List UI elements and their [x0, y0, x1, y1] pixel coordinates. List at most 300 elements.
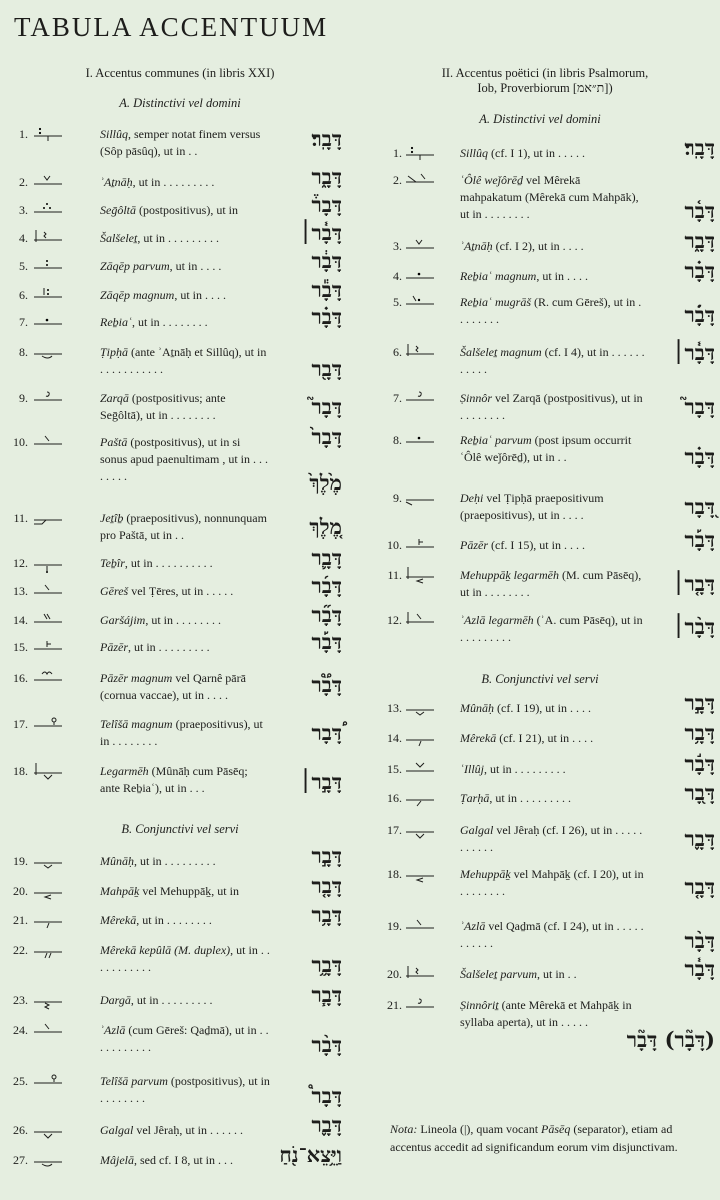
accent-mark-icon [404, 918, 438, 936]
accent-mark-icon [32, 942, 66, 960]
entry-description [100, 853, 270, 870]
accent-entry [0, 1073, 350, 1108]
accent-entry [0, 629, 350, 659]
accent-mark-icon [404, 822, 438, 840]
accent-description-rest: (post ipsum occurrit ʿÔlê weǰôrēḏ), ut in . . [460, 433, 632, 464]
accent-mark-icon [404, 790, 438, 808]
entry-number: 17. [13, 717, 28, 731]
hebrew-example: דָּבָר֙ [311, 424, 342, 449]
entry-number: 7. [19, 315, 28, 329]
section-title-line-2: Iob, Proverbiorum [ת״אמ]) [477, 81, 613, 95]
accent-description-rest: , ut in . . . . . . . . . [128, 640, 210, 654]
accent-entry [0, 1142, 350, 1172]
accent-entry [0, 510, 350, 542]
accent-description-rest: , ut in . . . . . . . . . [484, 762, 566, 776]
hebrew-example: דָּבָ֥ר [311, 902, 342, 927]
accent-name: ʾAzlā [100, 1023, 126, 1037]
entry-number: 2. [19, 175, 28, 189]
entry-number: 22. [13, 943, 28, 957]
hebrew-example: דָּבָר֮ [311, 394, 342, 419]
accent-mark-icon [32, 344, 66, 362]
hebrew-example: דָּבָר֒ [311, 192, 342, 217]
entry-number: 20. [387, 967, 402, 981]
accent-description-rest: (postpositivus), ut in si sonus apud paenultimam , ut in . . . . . . . . [100, 435, 268, 483]
accent-name: Šalšeleṯ parvum [460, 967, 537, 981]
entry-description [100, 174, 270, 191]
accent-entry [360, 294, 720, 327]
hebrew-example: דָּבָ֨ר [684, 928, 715, 953]
accent-entry [0, 573, 350, 603]
entry-description [460, 966, 645, 983]
accent-description-rest: , ut in . . . . . . . . . . . [100, 943, 270, 974]
accent-mark-icon [404, 612, 438, 630]
entry-number: 1. [393, 146, 402, 160]
entry-number: 12. [387, 613, 402, 627]
accent-entry [0, 763, 350, 795]
accent-mark-icon [32, 1073, 66, 1091]
accent-name: Paštā [100, 435, 128, 449]
entry-description [460, 997, 645, 1031]
entry-number: 26. [13, 1123, 28, 1137]
accent-mark-icon [32, 883, 66, 901]
accent-description-rest: vel Ṭēres, ut in . . . . . [128, 584, 234, 598]
hebrew-example: דָּבָ֟ר [311, 672, 342, 697]
accent-mark-icon [32, 510, 66, 528]
entry-description [100, 942, 270, 976]
entry-number: 5. [393, 295, 402, 309]
accent-mark-icon [32, 583, 66, 601]
accent-entry [360, 390, 720, 422]
hebrew-example: דָּבָ֡ר [311, 629, 342, 654]
accent-entry [0, 1022, 350, 1057]
accent-description-rest: vel Qaḏmā (cf. I 24), ut in . . . . . . . . . . . [460, 919, 644, 950]
accent-mark-icon [32, 434, 66, 452]
accent-name: Mûnāḥ [460, 701, 494, 715]
accent-entry [0, 545, 350, 575]
entry-description [460, 822, 645, 856]
entry-description [460, 700, 645, 717]
entry-number: 9. [19, 391, 28, 405]
entry-number: 3. [393, 239, 402, 253]
entry-number: 10. [13, 435, 28, 449]
hebrew-example: דָּבָ֪ר [311, 1112, 342, 1137]
hebrew-example-secondary: מֶ֙לֶךְ֙ [309, 470, 342, 495]
hebrew-example: דָּבָ֞ר [311, 602, 342, 627]
entry-description [460, 918, 645, 952]
entry-description [100, 230, 270, 247]
accent-mark-icon [32, 174, 66, 192]
entry-number: 6. [19, 288, 28, 302]
entry-description [100, 390, 270, 424]
accent-mark-icon [32, 314, 66, 332]
accent-name: Gēreš [100, 584, 129, 598]
entry-description [100, 883, 270, 900]
accent-entry [0, 344, 350, 381]
accent-entry [360, 258, 720, 288]
accent-description-rest: , ut in . . . . [536, 269, 588, 283]
hebrew-example: דָּבָ֓ר׀ [299, 220, 342, 245]
accent-name: Sillûq [460, 146, 489, 160]
subsection-b-title: B. Conjunctivi vel servi [121, 822, 239, 836]
entry-number: 10. [387, 538, 402, 552]
accent-description-rest: (Mûnāḥ cum Pāsēq; ante Reḇiaʿ), ut in . . . [100, 764, 248, 795]
accent-description-rest: , ut in . . . . . . . . [136, 913, 212, 927]
accent-entry [0, 248, 350, 278]
accent-description-rest: , ut in . . . . . . . . . [132, 175, 215, 189]
hebrew-example: דָּבָ֬ר [684, 751, 715, 776]
section-title: I. Accentus communes (in libris XXI) [85, 66, 275, 80]
entry-description [460, 172, 645, 223]
entry-number: 19. [387, 919, 402, 933]
entry-number: 1. [19, 127, 28, 141]
hebrew-example: דָּבָ֓ר [684, 956, 715, 981]
entry-description [100, 258, 270, 275]
hebrew-example: דָּבָ֛ר [311, 545, 342, 570]
section-title-line-1: II. Accentus poëtici (in libris Psalmorum, [441, 66, 649, 80]
accent-entry [0, 192, 350, 222]
hebrew-example: ֭דָּבָר [684, 494, 715, 519]
accent-name: Telîšā parvum [100, 1074, 168, 1088]
accent-description-rest: vel Jêraḥ, ut in . . . . . . [133, 1123, 243, 1137]
accent-mark-icon [32, 555, 66, 573]
entry-description [460, 537, 645, 554]
entry-number: 18. [387, 867, 402, 881]
entry-description [100, 202, 270, 219]
accent-description-rest: (cf. I 19), ut in . . . . [494, 701, 591, 715]
hebrew-example: דָּבָ֣ר׀ [299, 769, 342, 794]
accent-description-rest: , ut in . . . . . . . . [145, 613, 222, 627]
entry-number: 11. [387, 568, 402, 582]
hebrew-example: דָּבָ֤ר [311, 873, 342, 898]
accent-mark-icon [32, 992, 66, 1010]
entry-description [100, 126, 270, 160]
entry-number: 6. [393, 345, 402, 359]
entry-number: 11. [13, 511, 28, 525]
accent-description-rest: , ut in . . . . . . . . . [134, 854, 216, 868]
entry-number: 21. [387, 998, 402, 1012]
accent-description-rest: (cum Gēreš: Qaḏmā), ut in . . . . . . . . . . . [100, 1023, 269, 1054]
entry-number: 15. [387, 762, 402, 776]
accent-description-rest: vel Zarqā (postpositivus), ut in . . . . . . . . [460, 391, 643, 422]
accent-entry [360, 997, 720, 1052]
accent-mark-icon [404, 700, 438, 718]
accent-name: Mûnāḥ [100, 854, 134, 868]
accent-entry [0, 277, 350, 307]
hebrew-example: דָּבָ֗ר [311, 304, 342, 329]
accent-entry [0, 670, 350, 702]
accent-name: Šalšeleṯ magnum [460, 345, 542, 359]
accent-mark-icon [32, 853, 66, 871]
accent-name: Šalšeleṯ [100, 231, 138, 245]
accent-entry [360, 172, 720, 223]
accent-entry [360, 527, 720, 557]
entry-number: 17. [387, 823, 402, 837]
accent-name: Telîšā magnum [100, 717, 173, 731]
accent-mark-icon [32, 287, 66, 305]
accent-mark-icon [32, 258, 66, 276]
accent-name: Mêrekā [460, 731, 497, 745]
accent-entry [360, 340, 720, 376]
hebrew-example: דָּבָ֓ר׀ [672, 340, 715, 365]
subsection-a-title: A. Distinctivi vel domini [119, 96, 241, 110]
accent-description-rest: (cf. I 21), ut in . . . . [496, 731, 594, 745]
entry-description [100, 287, 270, 304]
accent-description-rest: , ut in . . . . . . . . . [489, 791, 572, 805]
nota-paragraph [390, 1120, 710, 1156]
hebrew-example: דָּבָ֨ר׀ [672, 614, 715, 639]
accent-description-rest: (cf. I 4), ut in . . . . . . . . . . . [460, 345, 645, 376]
accent-name: Zarqā [100, 391, 129, 405]
accent-description-rest: vel Qarnê pārā (cornua vaccae), ut in . . . . [100, 671, 246, 702]
nota-label: Nota: [390, 1122, 418, 1136]
hebrew-example: דָּבָ֣ר [311, 843, 342, 868]
hebrew-example: דָּבָ֦ר [311, 952, 342, 977]
accent-description-rest: , sed cf. I 8, ut in . . . [134, 1153, 233, 1167]
accent-mark-icon [32, 670, 66, 688]
hebrew-example: דָּבָ֕ר [311, 277, 342, 302]
accent-entry [360, 720, 720, 750]
accent-description-rest: vel Mehuppāḵ, ut in [139, 884, 239, 898]
accent-description-rest: vel Mêrekā mahpakatum (Mêrekā cum Mahpāk), ut in . . . . . . . . [460, 173, 639, 221]
entry-number: 24. [13, 1023, 28, 1037]
entry-number: 14. [13, 613, 28, 627]
accent-name: ʾAṯnāḥ [100, 175, 133, 189]
hebrew-example: דָּבָֽר׃ [684, 135, 715, 160]
accent-name: ʾAzlā legarmēh [460, 613, 534, 627]
accent-description-rest: (praepositivus), nonnunquam pro Paštā, ut in . . [100, 511, 267, 542]
hebrew-example: דָּבָ֧ר [311, 982, 342, 1007]
accent-mark-icon [404, 966, 438, 984]
accent-name: Deḥi [460, 491, 484, 505]
entry-number: 19. [13, 854, 28, 868]
accent-name: Reḇiaʿ mugrāš [460, 295, 531, 309]
accent-mark-icon [404, 997, 438, 1015]
accent-description-rest: , ut in . . . . . . . . . [130, 993, 213, 1007]
accent-entry [0, 220, 350, 250]
accent-description-rest: , ut in . . . . . . . . [132, 315, 208, 329]
accent-name: ʾAṯnāḥ [460, 239, 493, 253]
entry-description [460, 432, 645, 466]
hebrew-example: דָּבָ֡ר [684, 527, 715, 552]
accent-entry [360, 918, 720, 953]
entry-description [100, 1152, 270, 1169]
accent-entry [0, 164, 350, 194]
accent-name: Reḇiaʿ parvum [460, 433, 532, 447]
hebrew-example: דָּבָ֤ר׀ [672, 571, 715, 596]
accent-mark-icon [32, 230, 66, 248]
entry-description [100, 510, 270, 544]
accent-name: Pāzēr magnum [100, 671, 173, 685]
hebrew-example: דָּבָ֤ר [684, 874, 715, 899]
accent-mark-icon [404, 390, 438, 408]
hebrew-example: דָּבָֽר׃ [311, 126, 342, 151]
accent-name: Seḡôltā [100, 203, 136, 217]
accent-mark-icon [404, 268, 438, 286]
entry-description [460, 268, 645, 285]
accent-description-rest: vel Mahpāḵ (cf. I 20), ut in . . . . . . . . [460, 867, 644, 898]
accent-description-rest: (cf. I 15), ut in . . . . [488, 538, 585, 552]
accent-entry [360, 822, 720, 854]
hebrew-example: מֶ֚לֶךְ [309, 514, 342, 539]
hebrew-example: דָּבָ֔ר [311, 248, 342, 273]
nota-paseq: Pāsēq [541, 1122, 571, 1136]
accent-mark-icon [404, 537, 438, 555]
accent-mark-icon [404, 294, 438, 312]
nota-text-2: (separator), etiam ad accentus accedit ad significandum eorum vim disjunctivam. [390, 1122, 678, 1154]
accent-mark-icon [404, 866, 438, 884]
accent-name: Mêrekā kepûlā (M. duplex) [100, 943, 231, 957]
hebrew-example: דָּבָ֜ר [311, 573, 342, 598]
accent-entry [360, 751, 720, 781]
subsection-a-title: A. Distinctivi vel domini [479, 112, 601, 126]
accent-description-rest: , semper notat finem versus (Sôp pāsûq), ut in . . [100, 127, 261, 158]
accent-name: Teḇîr [100, 556, 125, 570]
entry-description [100, 1073, 270, 1107]
accent-description-rest: (M. cum Pāsēq), ut in . . . . . . . . [460, 568, 642, 599]
accent-description-rest: (ʾA. cum Pāsēq), ut in . . . . . . . . . [460, 613, 643, 644]
accent-mark-icon [32, 639, 66, 657]
entry-number: 3. [19, 203, 28, 217]
entry-description [100, 763, 270, 797]
accent-entry [0, 424, 350, 495]
accent-mark-icon [404, 344, 438, 362]
accent-entry [360, 956, 720, 986]
accent-entry [0, 602, 350, 632]
entry-number: 27. [13, 1153, 28, 1167]
entry-number: 4. [393, 269, 402, 283]
accent-name: ʾAzlā [460, 919, 486, 933]
entry-description [100, 639, 270, 656]
entry-description [460, 490, 645, 524]
hebrew-example: דָּבָר֮ [684, 394, 715, 419]
accent-entry [360, 780, 720, 810]
entry-description [460, 294, 645, 328]
entry-description [100, 434, 270, 485]
entry-number: 23. [13, 993, 28, 1007]
accent-entry [360, 432, 720, 469]
entry-number: 4. [19, 231, 28, 245]
entry-number: 8. [19, 345, 28, 359]
accent-mark-icon [32, 612, 66, 630]
entry-number: 20. [13, 884, 28, 898]
entry-description [460, 238, 645, 255]
accent-mark-icon [404, 172, 438, 190]
entry-description [100, 670, 270, 704]
hebrew-example: דָּבָ֗ר [684, 258, 715, 283]
accent-description-rest: (cf. I 2), ut in . . . . [492, 239, 584, 253]
accent-description-rest: (ante ʾAṯnāḥ et Sillûq), ut in . . . . . . . . . . . [100, 345, 267, 376]
accent-entry [0, 843, 350, 873]
entry-number: 7. [393, 391, 402, 405]
entry-number: 16. [387, 791, 402, 805]
accent-name: Mâjelā [100, 1153, 134, 1167]
hebrew-example: דָּבָ֫ר [684, 198, 715, 223]
accent-description-rest: (R. cum Gēreš), ut in . . . . . . . . [460, 295, 642, 326]
accent-mark-icon [404, 432, 438, 450]
accent-description-rest: vel Ṭipḥā praepositivum (praepositivus), ut in . . . . [460, 491, 604, 522]
entry-description [100, 992, 270, 1009]
accent-description-rest: (postpositivus; ante Seḡôltā), ut in . . . . . . . . [100, 391, 226, 422]
entry-description [460, 145, 645, 162]
entry-description [460, 761, 645, 778]
entry-number: 16. [13, 671, 28, 685]
entry-description [460, 790, 645, 807]
accent-entry [360, 490, 720, 522]
entry-description [100, 912, 270, 929]
accent-mark-icon [404, 761, 438, 779]
accent-entry [0, 873, 350, 903]
hebrew-example: דָּבָ֑ר [311, 164, 342, 189]
accent-name: Legarmēh [100, 764, 149, 778]
accent-name: Ṣinnôr [460, 391, 493, 405]
hebrew-example: ֠דָּבָר [311, 720, 342, 745]
entry-number: 8. [393, 433, 402, 447]
entry-number: 15. [13, 640, 28, 654]
accent-mark-icon [32, 912, 66, 930]
accent-name: Sillûq [100, 127, 129, 141]
entry-description [100, 314, 270, 331]
hebrew-example: דָּבָ֖ר [311, 356, 342, 381]
accent-mark-icon [32, 1122, 66, 1140]
entry-description [100, 1122, 270, 1139]
nota-text-1: Lineola (|), quam vocant [417, 1122, 542, 1136]
accent-name: Garšájim [100, 613, 146, 627]
entry-description [100, 583, 270, 600]
accent-entry [360, 690, 720, 720]
accent-name: Ṣinnôriṯ [460, 998, 499, 1012]
entry-number: 14. [387, 731, 402, 745]
accent-name: Mahpāḵ [100, 884, 140, 898]
accent-description-rest: (ante Mêrekā et Mahpāḵ in syllaba aperta), ut in . . . . . [460, 998, 632, 1029]
accent-description-rest: (praepositivus), ut in . . . . . . . . [100, 717, 263, 748]
entry-number: 13. [387, 701, 402, 715]
accent-name: Galgal [460, 823, 494, 837]
accent-name: Galgal [100, 1123, 134, 1137]
entry-number: 21. [13, 913, 28, 927]
accent-name: Pāzēr [460, 538, 488, 552]
accent-description-rest: , ut in . . . . [174, 288, 227, 302]
accent-name: Ṭarḥā [460, 791, 490, 805]
entry-description [100, 612, 270, 629]
entry-description [460, 612, 645, 646]
accent-mark-icon [32, 716, 66, 734]
entry-number: 12. [13, 556, 28, 570]
accent-name: Mehuppāḵ [460, 867, 511, 881]
accent-entry [360, 135, 720, 165]
entry-description [100, 1022, 270, 1056]
page-title: TABULA ACCENTUUM [14, 12, 329, 42]
hebrew-example: דָּבָ֑ר [684, 228, 715, 253]
accent-name: Ṭipḥā [100, 345, 129, 359]
accent-mark-icon [404, 145, 438, 163]
entry-description [100, 555, 270, 572]
accent-name: Mêrekā [100, 913, 137, 927]
subsection-b-title: B. Conjunctivi vel servi [481, 672, 599, 686]
accent-name: Zāqēp magnum [100, 288, 175, 302]
entry-description [460, 344, 645, 378]
hebrew-example: דָּבָ֣ר [684, 690, 715, 715]
accent-mark-icon [32, 1152, 66, 1170]
accent-name: Zāqēp parvum [100, 259, 170, 273]
accent-description-rest: , ut in . . . . . . . . . [137, 231, 219, 245]
entry-number: 18. [13, 764, 28, 778]
entry-number: 5. [19, 259, 28, 273]
accent-description-rest: , ut in . . . . . . . . . . [124, 556, 213, 570]
hebrew-example: (דָּבָ֘ר) דָּבָ֘ר [626, 1027, 715, 1052]
accent-mark-icon [32, 126, 66, 144]
entry-number: 2. [393, 173, 402, 187]
hebrew-example: דָּבָ֗֜ר [684, 302, 715, 327]
